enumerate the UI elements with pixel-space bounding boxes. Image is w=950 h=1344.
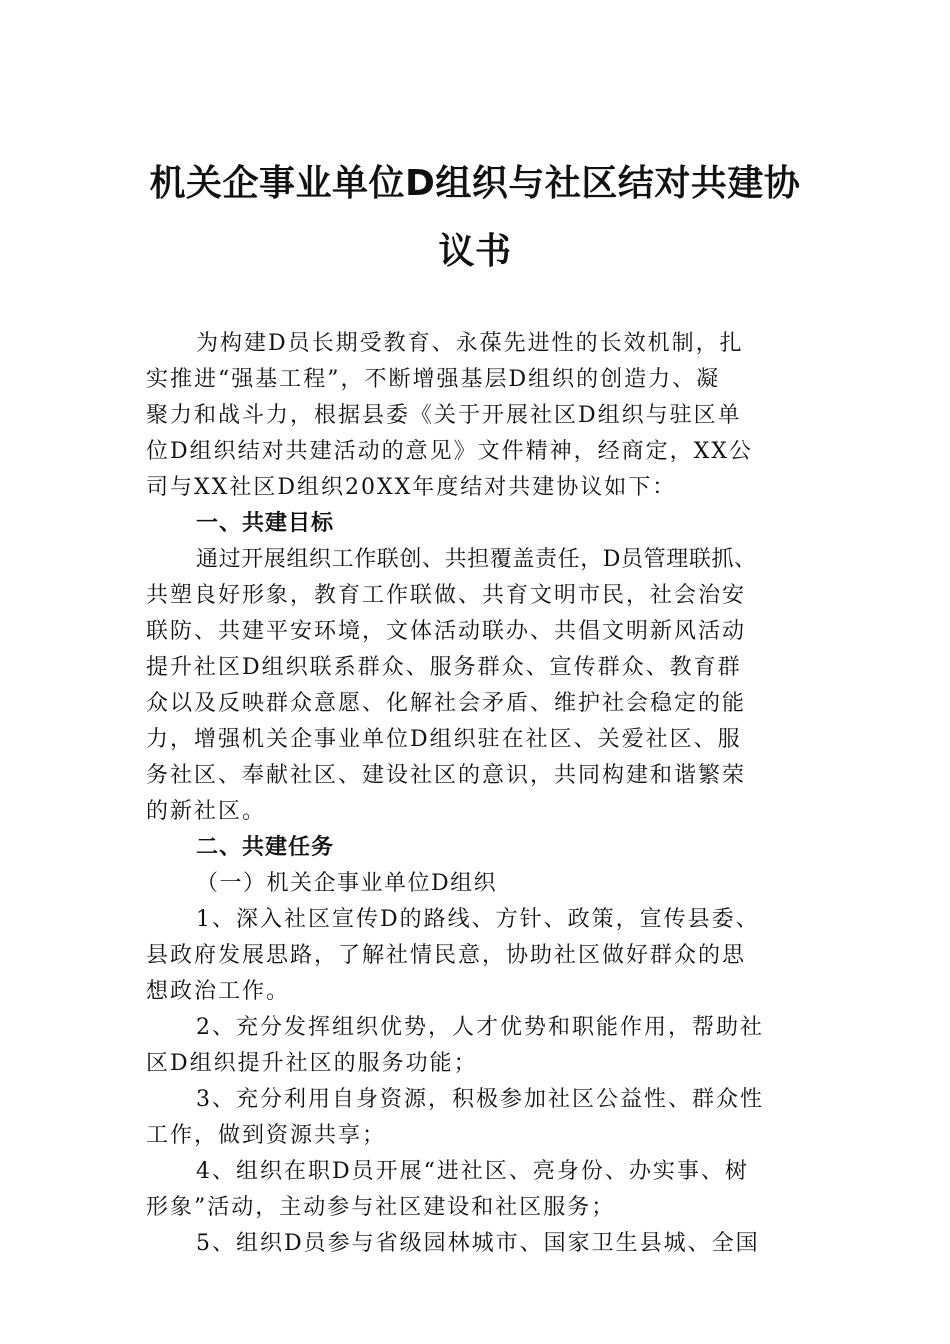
intro-paragraph (146, 326, 806, 506)
task-item-2 (146, 1010, 806, 1082)
text-line: 的新社区。 (146, 799, 267, 824)
section-heading-goals: 一、共建目标 (196, 511, 335, 536)
text-line: 聚力和战斗力，根据县委《关于开展社区D组织与驻区单 (146, 403, 742, 428)
text-line: 县政府发展思路，了解社情民意，协助社区做好群众的思 (146, 943, 747, 968)
text-line: 为构建D员长期受教育、永葆先进性的长效机制，扎 (196, 331, 744, 356)
task-item-4 (146, 1154, 806, 1226)
text-line: 力，增强机关企事业单位D组织驻在社区、关爱社区、服 (146, 727, 742, 752)
subsection-heading: （一）机关企事业单位D组织 (196, 871, 498, 896)
text-line: 1、深入社区宣传D的路线、方针、政策，宣传县委、 (196, 907, 760, 932)
text-line: 3、充分利用自身资源，积极参加社区公益性、群众性 (196, 1087, 764, 1112)
text-line: 形象”活动，主动参与社区建设和社区服务； (146, 1195, 616, 1220)
text-line: 共塑良好形象，教育工作联做、共育文明市民，社会治安 (146, 583, 747, 608)
task-item-5 (146, 1226, 806, 1262)
text-line: 务社区、奉献社区、建设社区的意识，共同构建和谐繁荣 (146, 763, 747, 788)
text-line: 司与XX社区D组织20XX年度结对共建协议如下： (146, 475, 677, 500)
text-line: 联防、共建平安环境，文体活动联办、共倡文明新风活动 (146, 619, 747, 644)
text-line: 众以及反映群众意愿、化解社会矛盾、维护社会稳定的能 (146, 691, 747, 716)
text-line: 区D组织提升社区的服务功能； (146, 1051, 478, 1076)
task-item-1 (146, 902, 806, 1010)
text-line: 2、充分发挥组织优势，人才优势和职能作用，帮助社 (196, 1015, 764, 1040)
text-line: 工作，做到资源共享； (146, 1123, 387, 1148)
task-item-3 (146, 1082, 806, 1154)
document-title-line-2: 议书 (438, 231, 512, 272)
text-line: 提升社区D组织联系群众、服务群众、宣传群众、教育群 (146, 655, 742, 680)
document-body (146, 326, 806, 1262)
text-line: 位D组织结对共建活动的意见》文件精神，经商定，XX公 (146, 439, 753, 464)
goals-paragraph (146, 542, 806, 830)
text-line: 想政治工作。 (146, 979, 291, 1004)
text-line: 通过开展组织工作联创、共担覆盖责任，D员管理联抓、 (196, 547, 757, 572)
text-line: 4、组织在职D员开展“进社区、亮身份、办实事、树 (196, 1159, 749, 1184)
text-line: 实推进“强基工程”，不断增强基层D组织的创造力、凝 (146, 367, 721, 392)
section-heading-tasks: 二、共建任务 (196, 835, 335, 860)
document-title-line-1: 机关企事业单位D组织与社区结对共建协 (149, 163, 801, 204)
text-line: 5、组织D员参与省级园林城市、国家卫生县城、全国 (196, 1231, 760, 1256)
